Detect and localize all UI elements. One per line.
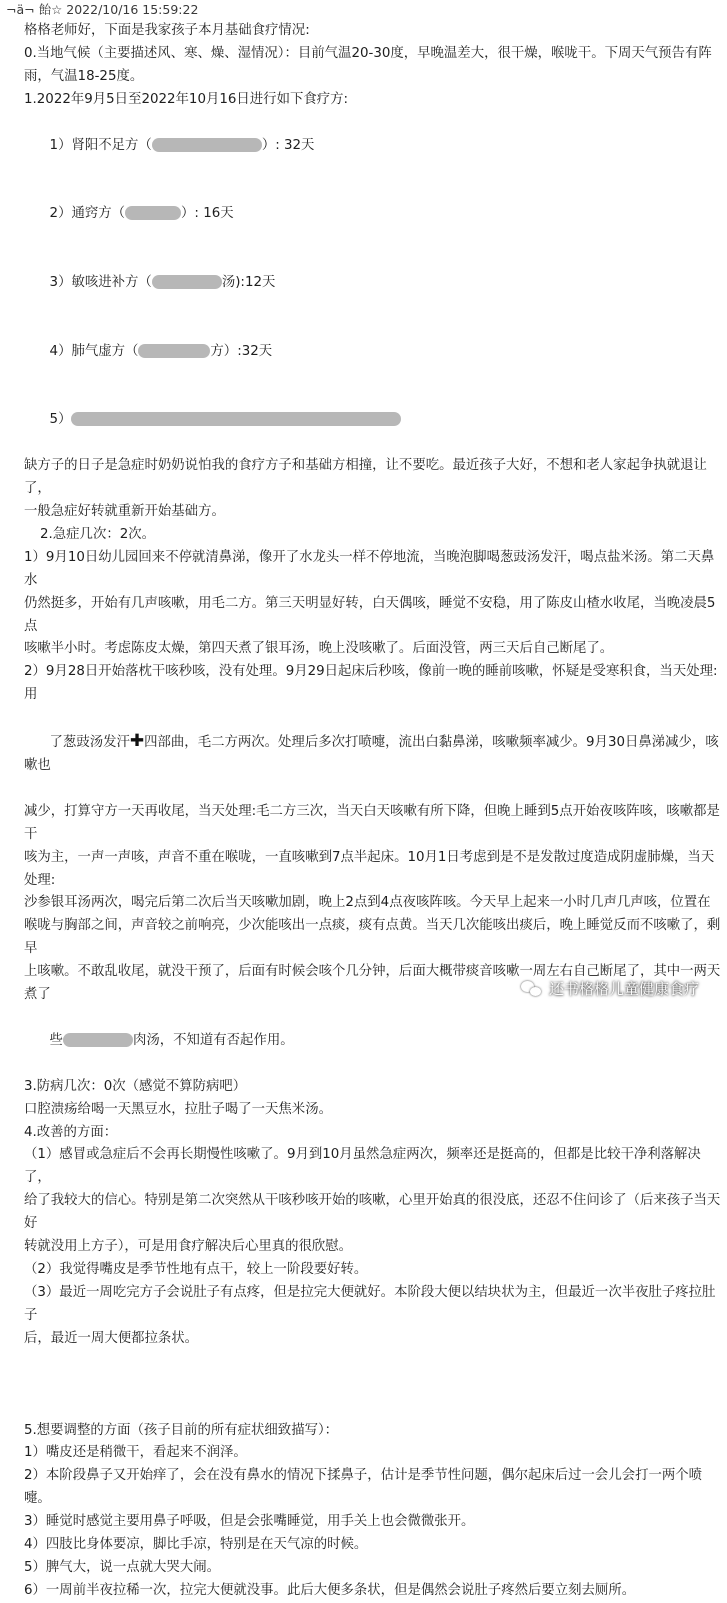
improvement-1-line-1: （1）感冒或急症后不会再长期慢性咳嗽了。9月到10月虽然急症两次，频率还是挺高的，但都是比较干净利落解决了， <box>24 1147 701 1186</box>
climate-line-2: 雨，气温18-25度。 <box>24 68 144 84</box>
message-header: ¬ä¬ 飴☆ 2022/10/16 15:59:22 <box>6 2 199 17</box>
episode-2-line-7: 上咳嗽。不敢乱收尾，就没干预了，后面有时候会咳个几分钟，后面大概带痰音咳嗽一周左右自己断尾了，其中一两天煮了 <box>24 964 721 1003</box>
section-3-heading: 3.防病几次：0次（感觉不算防病吧） <box>24 1078 247 1094</box>
section-1-heading: 1.2022年9月5日至2022年10月16日进行如下食疗方: <box>24 91 349 107</box>
episode-2-line-2-start: 了葱豉汤发汗 <box>49 735 130 751</box>
recipe-item-4-label: 4）肺气虚方（ <box>49 343 139 359</box>
adjust-item-6: 6）一周前半夜拉稀一次，拉完大便就没事。此后大便多条状，但是偶然会说肚子疼然后要立刻去厕所。 <box>24 1582 636 1598</box>
adjust-item-5: 5）脾气大，说一点就大哭大闹。 <box>24 1560 220 1575</box>
greeting: 格格老师好，下面是我家孩子本月基础食疗情况: <box>24 23 310 38</box>
recipe-item-3-days: ):12天 <box>235 274 276 290</box>
episode-2-line-4: 咳为主，一声一声咳，声音不重在喉咙，一直咳嗽到7点半起床。10月1日考虑到是不是发散过度造成阴虚肺燥，当天处理: <box>24 849 715 888</box>
plus-icon: ✚ <box>129 731 145 752</box>
watermark <box>521 977 699 1001</box>
redaction-blur <box>152 275 222 289</box>
episode-2-line-1: 2）9月28日开始落枕干咳秒咳，没有处理。9月29日起床后秒咳，像前一晚的睡前咳嗽，怀疑是受寒积食，当天处理:用 <box>24 664 718 703</box>
message-body <box>24 20 724 1603</box>
recipe-item-1-label: 1）肾阳不足方（ <box>49 137 152 153</box>
improvement-1-line-2: 给了我较大的信心。特别是第二次突然从干咳秒咳开始的咳嗽，心里开始真的很没底，还忍不住问诊了（后来孩子当天好 <box>24 1193 721 1232</box>
redaction-blur <box>152 138 262 152</box>
recipe-item-1 <box>24 112 724 181</box>
improvement-3-line-2: 后，最近一周大便都拉条状。 <box>24 1330 199 1346</box>
recipe-item-3-suffix: 汤 <box>221 274 236 290</box>
episode-2-line-6: 喉咙与胸部之间，声音较之前响亮，少次能咳出一点痰，痰有点黄。当天几次能咳出痰后，晚上睡觉反而不咳嗽了，剩早 <box>24 918 721 957</box>
recipe-item-2-label: 2）通窍方（ <box>49 206 126 222</box>
redaction-blur <box>138 344 210 358</box>
improvement-2: （2）我觉得嘴皮是季节性地有点干，较上一阶段要好转。 <box>24 1261 368 1277</box>
adjust-item-4: 4）四肢比身体要凉，脚比手凉，特别是在天气凉的时候。 <box>24 1537 368 1553</box>
redaction-blur <box>125 206 181 220</box>
episode-2-line-8 <box>24 1007 724 1076</box>
section-3-line-1: 口腔溃疡给喝一天黑豆水，拉肚子喝了一天焦米汤。 <box>24 1101 332 1117</box>
episode-1-line-1: 1）9月10日幼儿园回来不停就清鼻涕，像开了水龙头一样不停地流，当晚泡脚喝葱豉汤发汗，喝点盐米汤。第二天鼻水 <box>24 549 715 588</box>
wechat-icon <box>521 981 543 997</box>
episode-1-line-2: 仍然挺多，开始有几声咳嗽，用毛二方。第三天明显好转，白天偶咳，睡觉不安稳，用了陈皮山楂水收尾，当晚凌晨5点 <box>24 595 716 634</box>
adjust-item-2: 2）本阶段鼻子又开始痒了，会在没有鼻水的情况下揉鼻子，估计是季节性问题，偶尔起床后过一会儿会打一两个喷嚏。 <box>24 1468 703 1507</box>
blank-gap <box>24 1351 724 1420</box>
climate-line-1: 0.当地气候（主要描述风、寒、燥、湿情况）：目前气温20-30度，早晚温差大，很干燥，喉咙干。下周天气预告有阵 <box>24 45 712 61</box>
adjust-item-1: 1）嘴皮还是稍微干，看起来不润泽。 <box>24 1445 247 1461</box>
improvement-1-line-3: 转就没用上方子），可是用食疗解决后心里真的很欣慰。 <box>24 1239 353 1255</box>
note-line-1: 缺方子的日子是急症时奶奶说怕我的食疗方子和基础方相撞，让不要吃。最近孩子大好，不想和老人家起争执就退让了， <box>24 458 707 497</box>
adjust-item-3: 3）睡觉时感觉主要用鼻子呼吸，但是会张嘴睡觉，用手关上也会微微张开。 <box>24 1514 475 1530</box>
redaction-blur <box>63 1033 133 1047</box>
recipe-item-3-label: 3）敏咳进补方（ <box>49 274 152 290</box>
recipe-item-2 <box>24 180 724 249</box>
note-line-2: 一般急症好转就重新开始基础方。 <box>24 504 225 520</box>
recipe-item-4 <box>24 318 724 387</box>
recipe-item-2-days: ）: 16天 <box>181 206 234 222</box>
recipe-item-4-days: 方）:32天 <box>210 343 273 359</box>
episode-2-line-8-end: 肉汤，不知道有否起作用。 <box>132 1032 294 1048</box>
redaction-blur <box>71 412 401 426</box>
recipe-item-1-days: ）: 32天 <box>261 137 315 153</box>
episode-2-line-3: 减少，打算守方一天再收尾，当天处理:毛二方三次，当天白天咳嗽有所下降，但晚上睡到5点开始夜咳阵咳，咳嗽都是干 <box>24 803 720 842</box>
episode-2-line-2-end: 四部曲，毛二方两次。处理后多次打喷嚏，流出白黏鼻涕，咳嗽频率减少。9月30日鼻涕减少，咳嗽也 <box>24 735 719 773</box>
recipe-item-3 <box>24 249 724 318</box>
section-5-heading: 5.想要调整的方面（孩子目前的所有症状细致描写）： <box>24 1422 339 1438</box>
recipe-item-5-label: 5） <box>49 412 72 428</box>
episode-1-line-3: 咳嗽半小时。考虑陈皮太燥，第四天煮了银耳汤，晚上没咳嗽了。后面没管，两三天后自己断尾了。 <box>24 641 614 657</box>
episode-2-line-2 <box>24 707 724 801</box>
episode-2-line-8-start: 些 <box>49 1032 63 1048</box>
episode-2-line-5: 沙参银耳汤两次，喝完后第二次后当天咳嗽加剧，晚上2点到4点夜咳阵咳。今天早上起来一小时几声几声咳，位置在 <box>24 895 711 911</box>
recipe-item-5 <box>24 387 724 456</box>
improvement-3-line-1: （3）最近一周吃完方子会说肚子有点疼，但是拉完大便就好。本阶段大便以结块状为主，但最近一次半夜肚子疼拉肚子 <box>24 1284 716 1323</box>
watermark-text: 还书格格儿童健康食疗 <box>548 980 699 998</box>
section-2-heading: 2.急症几次：2次。 <box>40 526 156 542</box>
section-4-heading: 4.改善的方面： <box>24 1124 118 1140</box>
